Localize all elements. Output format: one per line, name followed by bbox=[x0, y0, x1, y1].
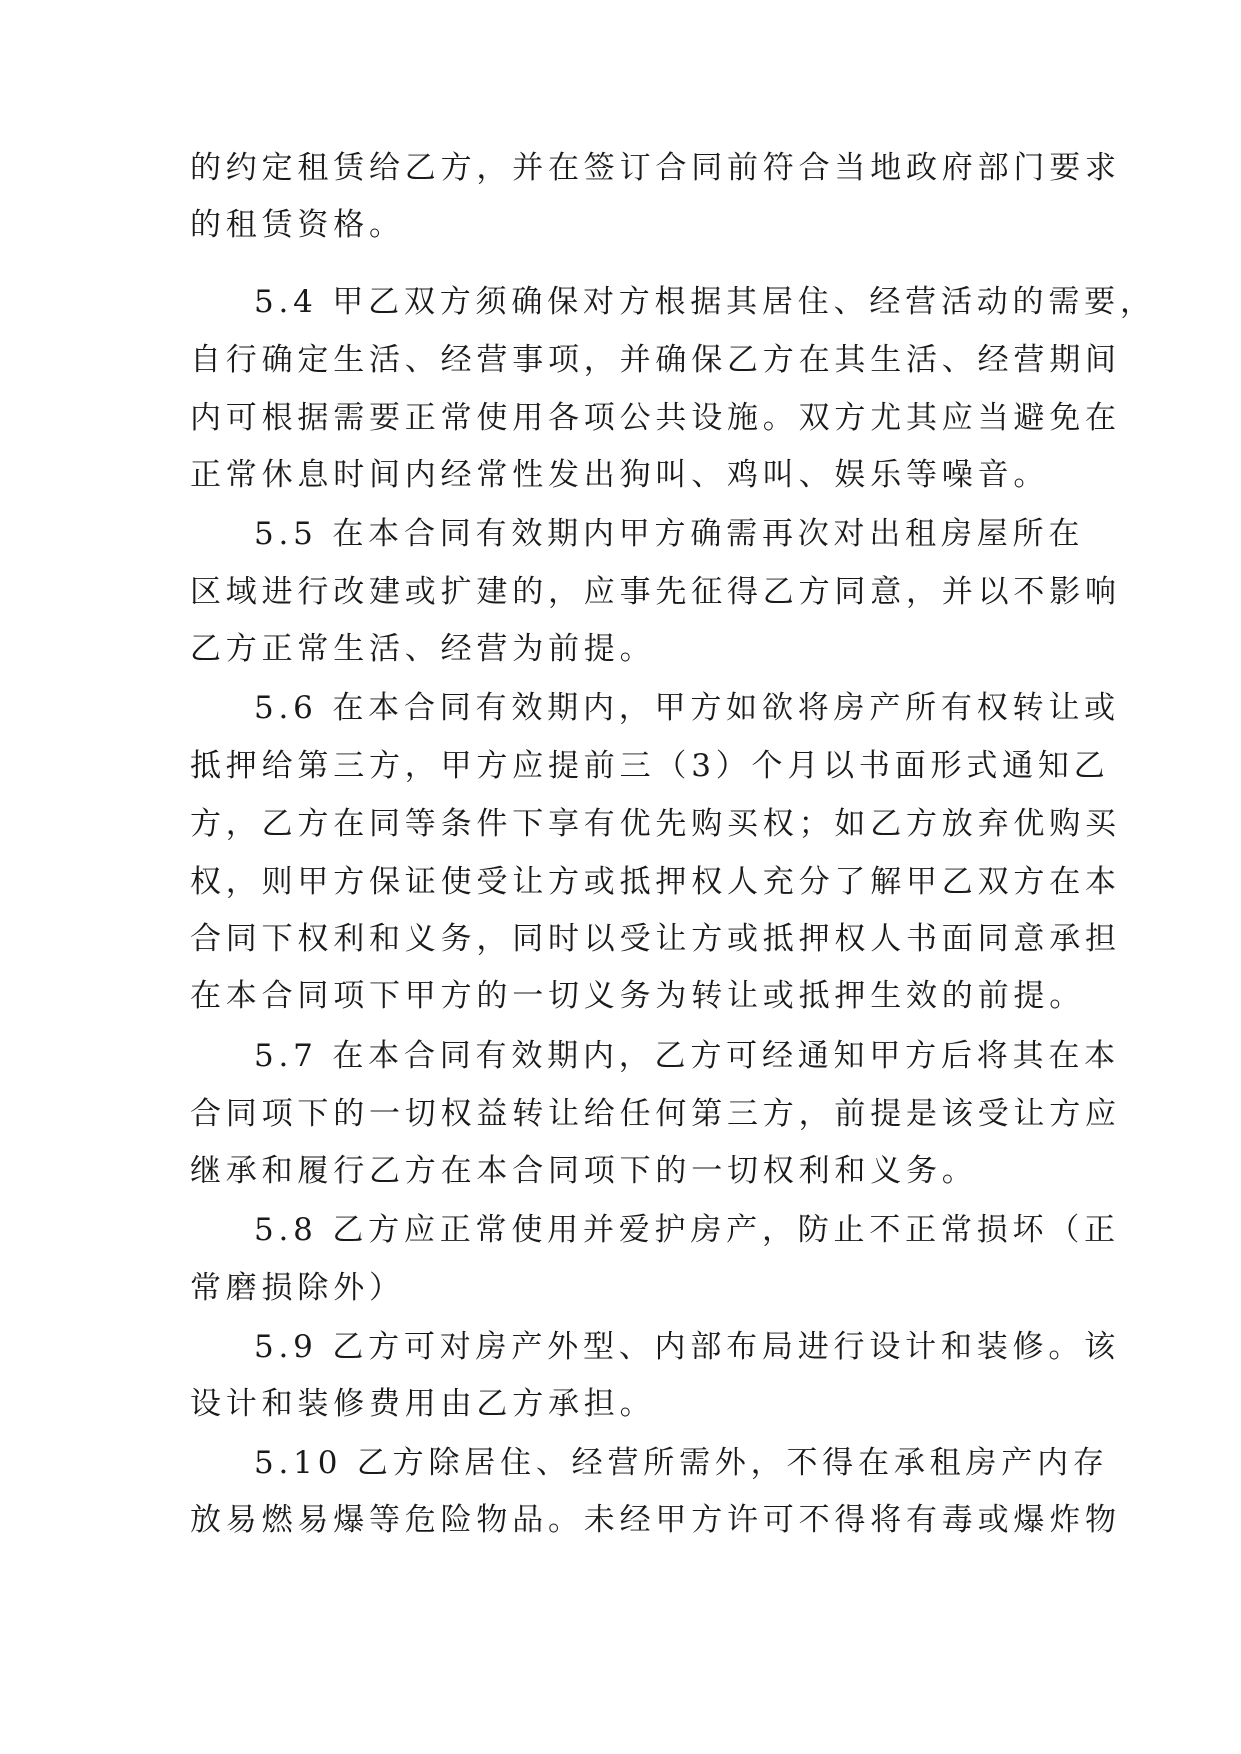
text-line: 内可根据需要正常使用各项公共设施。双方尤其应当避免在 bbox=[190, 400, 1121, 436]
text-line: 继承和履行乙方在本合同项下的一切权利和义务。 bbox=[190, 1153, 978, 1189]
text-line: 自行确定生活、经营事项，并确保乙方在其生活、经营期间 bbox=[190, 342, 1121, 378]
text-line: 5.5 在本合同有效期内甲方确需再次对出租房屋所在 bbox=[254, 516, 1085, 552]
text-line: 区域进行改建或扩建的，应事先征得乙方同意，并以不影响 bbox=[190, 574, 1121, 610]
text-line: 5.8 乙方应正常使用并爱护房产，防止不正常损坏（正 bbox=[254, 1212, 1120, 1248]
text-line: 正常休息时间内经常性发出狗叫、鸡叫、娱乐等噪音。 bbox=[190, 457, 1050, 493]
text-line: 放易燃易爆等危险物品。未经甲方许可不得将有毒或爆炸物 bbox=[190, 1502, 1121, 1538]
text-line: 在本合同项下甲方的一切义务为转让或抵押生效的前提。 bbox=[190, 978, 1085, 1014]
text-line: 抵押给第三方，甲方应提前三（3）个月以书面形式通知乙 bbox=[190, 748, 1110, 784]
text-line: 合同下权利和义务，同时以受让方或抵押权人书面同意承担 bbox=[190, 921, 1121, 957]
text-line: 5.9 乙方可对房产外型、内部布局进行设计和装修。该 bbox=[254, 1329, 1120, 1365]
text-line: 5.4 甲乙双方须确保对方根据其居住、经营活动的需要， bbox=[254, 284, 1156, 320]
text-line: 方，乙方在同等条件下享有优先购买权；如乙方放弃优购买 bbox=[190, 806, 1121, 842]
text-line: 的约定租赁给乙方，并在签订合同前符合当地政府部门要求 bbox=[190, 150, 1121, 186]
text-line: 的租赁资格。 bbox=[190, 207, 405, 243]
text-line: 设计和装修费用由乙方承担。 bbox=[190, 1386, 656, 1422]
text-line: 乙方正常生活、经营为前提。 bbox=[190, 631, 656, 667]
text-line: 合同项下的一切权益转让给任何第三方，前提是该受让方应 bbox=[190, 1096, 1121, 1132]
text-line: 5.6 在本合同有效期内，甲方如欲将房产所有权转让或 bbox=[254, 690, 1120, 726]
text-line: 5.7 在本合同有效期内，乙方可经通知甲方后将其在本 bbox=[254, 1038, 1120, 1074]
text-line: 常磨损除外） bbox=[190, 1270, 405, 1306]
text-line: 5.10 乙方除居住、经营所需外，不得在承租房产内存 bbox=[254, 1445, 1109, 1481]
text-line: 权，则甲方保证使受让方或抵押权人充分了解甲乙双方在本 bbox=[190, 864, 1121, 900]
